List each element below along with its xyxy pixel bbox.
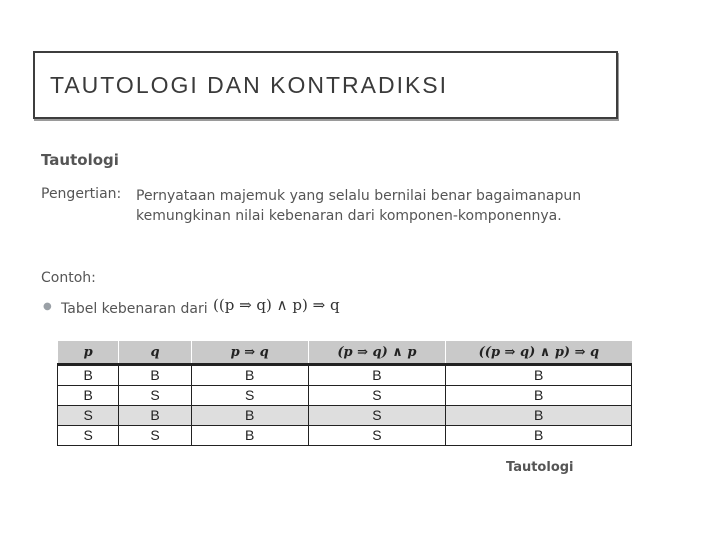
header-q: q [119,341,191,365]
table-cell: B [58,386,119,406]
slide-title: TAUTOLOGI DAN KONTRADIKSI [50,72,449,98]
table-row [58,426,632,446]
bullet-icon: ● [43,301,52,312]
header-result: ((p ⇒ q) ∧ p) ⇒ q [446,341,632,365]
table-cell: B [446,406,632,426]
table-cell: S [119,386,191,406]
table-cell: B [119,406,191,426]
table-cell: S [119,426,191,446]
slide-title-box [33,51,618,119]
table-row [58,386,632,406]
table-cell: B [58,365,119,386]
table-cell: B [446,426,632,446]
table-cell: S [308,426,446,446]
header-and-p: (p ⇒ q) ∧ p [308,341,446,365]
table-cell: B [119,365,191,386]
table-cell: S [58,426,119,446]
truth-table-header-row [58,341,632,365]
table-cell: B [446,365,632,386]
definition-label: Pengertian: [41,186,122,202]
table-cell: S [308,386,446,406]
table-cell: B [446,386,632,406]
definition-text: Pernyataan majemuk yang selalu bernilai benar bagaimanapun kemungkinan nilai kebenaran dari komponen-komponennya. [136,188,582,224]
table-cell: S [191,386,308,406]
table-cell: B [191,406,308,426]
section-heading: Tautologi [41,151,119,169]
truth-table [57,341,632,446]
header-p-implies-q: p ⇒ q [191,341,308,365]
example-label: Contoh: [41,270,96,286]
table-cell: B [191,365,308,386]
table-cell: B [308,365,446,386]
table-cell: S [58,406,119,426]
table-cell: B [191,426,308,446]
header-p: p [58,341,119,365]
table-row [58,365,632,386]
table-row [58,406,632,426]
formula: ((p ⇒ q) ∧ p) ⇒ q [213,296,340,314]
table-cell: S [308,406,446,426]
result-label: Tautologi [506,460,574,475]
bullet-text: Tabel kebenaran dari [61,301,208,317]
